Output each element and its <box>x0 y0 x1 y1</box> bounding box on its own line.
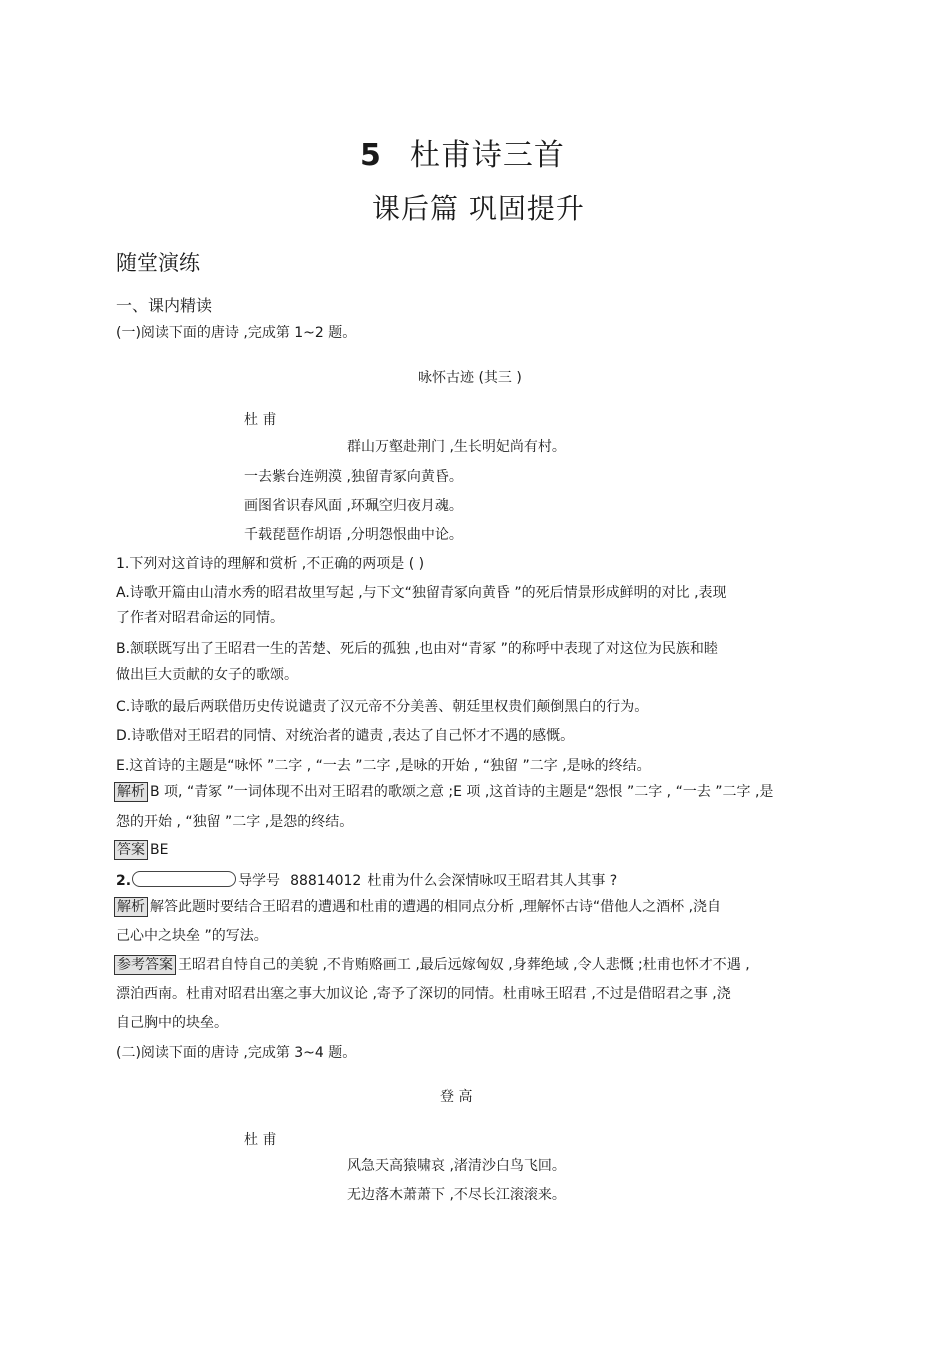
answer-text: BE <box>150 842 169 858</box>
part2-intro: (二)阅读下面的唐诗 ,完成第 3~4 题。 <box>116 1045 357 1061</box>
poem2-author: 杜 甫 <box>244 1132 277 1148</box>
analysis-text: 解答此题时要结合王昭君的遭遇和杜甫的遭遇的相同点分析 ,理解怀古诗“借他人之酒杯 ,浇自 <box>150 899 722 915</box>
poem1-line: 画图省识春风面 ,环珮空归夜月魂。 <box>244 498 463 514</box>
poem2-line: 风急天高猿啸哀 ,渚清沙白鸟飞回。 <box>347 1158 566 1174</box>
poem2-title: 登 高 <box>440 1089 473 1105</box>
q1-answer <box>114 840 168 860</box>
poem1-line: 一去紫台连朔漠 ,独留青冢向黄昏。 <box>244 469 463 485</box>
analysis-text: 怨的开始 , “独留 ”二字 ,是怨的终结。 <box>116 814 354 830</box>
guide-number: 88814012 <box>290 873 362 889</box>
poem1-line: 群山万壑赴荆门 ,生长明妃尚有村。 <box>347 439 566 455</box>
lesson-number: 5 <box>360 138 382 173</box>
reference-answer-tag: 参考答案 <box>114 955 176 975</box>
q2-analysis <box>114 897 721 917</box>
q1-option: C.诗歌的最后两联借历史传说谴责了汉元帝不分美善、朝廷里权贵们颠倒黑白的行为。 <box>116 699 649 715</box>
q1-stem: 1.下列对这首诗的理解和赏析 ,不正确的两项是 ( ) <box>116 556 425 572</box>
guide-label: 导学号 <box>238 873 281 889</box>
lesson-heading <box>360 130 565 174</box>
poem2-line: 无边落木萧萧下 ,不尽长江滚滚来。 <box>347 1187 566 1203</box>
q2-reference-answer <box>114 955 750 975</box>
q2-question: 杜甫为什么会深情咏叹王昭君其人其事 ? <box>367 873 618 889</box>
lesson-title: 杜甫诗三首 <box>409 138 565 173</box>
reference-answer-text: 自己胸中的块垒。 <box>116 1015 228 1031</box>
poem1-line: 千载琵琶作胡语 ,分明怨恨曲中论。 <box>244 527 463 543</box>
reference-answer-text: 王昭君自恃自己的美貌 ,不肯贿赂画工 ,最后远嫁匈奴 ,身葬绝域 ,令人悲慨 ;杜甫也怀才不遇 , <box>178 957 750 973</box>
guide-number-box <box>132 871 236 887</box>
q1-option: B.颔联既写出了王昭君一生的苦楚、死后的孤独 ,也由对“青冢 ”的称呼中表现了对这位为民族和睦 <box>116 641 718 657</box>
q1-analysis <box>114 782 773 802</box>
q1-option: A.诗歌开篇由山清水秀的昭君故里写起 ,与下文“独留青冢向黄昏 ”的死后情景形成鲜明的对比 ,表现 <box>116 585 727 601</box>
analysis-text: 己心中之块垒 ”的写法。 <box>116 928 268 944</box>
analysis-tag: 解析 <box>114 897 148 917</box>
q1-option: 做出巨大贡献的女子的歌颂。 <box>116 667 298 683</box>
part1-intro: (一)阅读下面的唐诗 ,完成第 1~2 题。 <box>116 325 357 341</box>
section-title: 课后篇 巩固提升 <box>372 192 585 225</box>
analysis-tag: 解析 <box>114 782 148 802</box>
analysis-text: B 项, “青冢 ”一词体现不出对王昭君的歌颂之意 ;E 项 ,这首诗的主题是“怨恨 ”二字 , “一去 ”二字 ,是 <box>150 784 774 800</box>
q2-number: 2. <box>116 873 132 889</box>
q1-option: E.这首诗的主题是“咏怀 ”二字 , “一去 ”二字 ,是咏的开始 , “独留 ”二字 ,是咏的终结。 <box>116 758 651 774</box>
q1-option: 了作者对昭君命运的同情。 <box>116 610 284 626</box>
poem1-title: 咏怀古迹 (其三 ) <box>418 370 522 386</box>
section-heading: 随堂演练 <box>116 251 200 275</box>
q2-stem <box>116 871 617 891</box>
poem1-author: 杜 甫 <box>244 412 277 428</box>
q1-option: D.诗歌借对王昭君的同情、对统治者的谴责 ,表达了自己怀才不遇的感慨。 <box>116 728 575 744</box>
answer-tag: 答案 <box>114 840 148 860</box>
sub-heading: 一、课内精读 <box>116 296 213 315</box>
reference-answer-text: 漂泊西南。杜甫对昭君出塞之事大加议论 ,寄予了深切的同情。杜甫咏王昭君 ,不过是借昭君之事 ,浇 <box>116 986 731 1002</box>
